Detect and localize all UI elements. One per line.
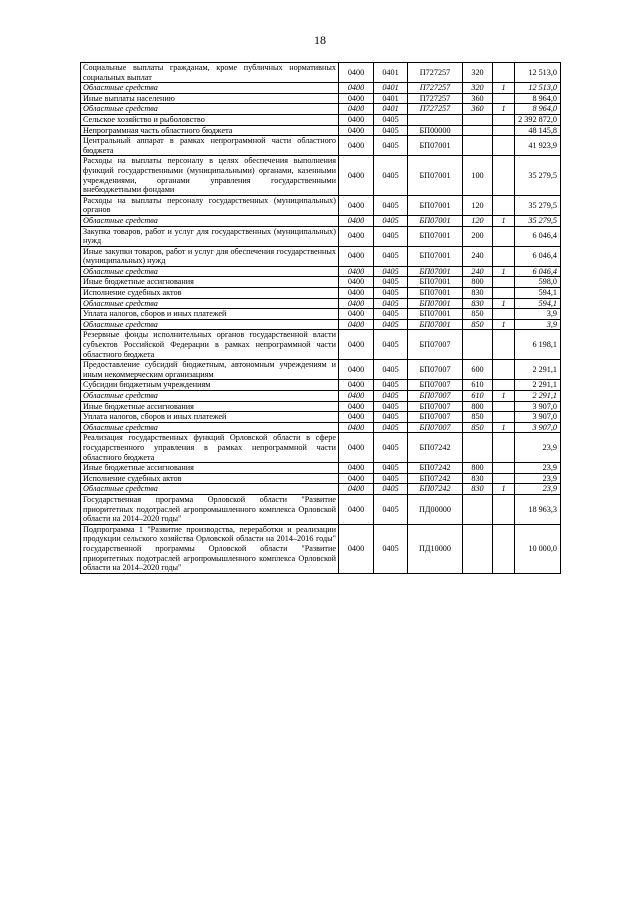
row-name-cell: Исполнение судебных актов	[81, 288, 339, 299]
row-rzpr-cell: 0405	[374, 401, 408, 412]
row-source-cell	[493, 246, 515, 266]
row-rzpr-cell: 0405	[374, 309, 408, 320]
row-rzpr-cell: 0405	[374, 226, 408, 246]
table-row	[81, 319, 561, 330]
table-row	[81, 93, 561, 104]
row-vr-cell: 830	[463, 473, 493, 484]
table-row	[81, 104, 561, 115]
row-rzpr-cell: 0405	[374, 391, 408, 402]
table-row	[81, 391, 561, 402]
row-rzpr-cell: 0405	[374, 422, 408, 433]
row-rzpr-cell: 0405	[374, 330, 408, 360]
row-rzpr-cell: 0401	[374, 63, 408, 83]
row-name-cell: Субсидии бюджетным учреждениям	[81, 380, 339, 391]
row-ved-cell: 0400	[339, 309, 374, 320]
row-sum-cell: 23,9	[515, 473, 561, 484]
row-sum-cell: 41 923,9	[515, 136, 561, 156]
row-csr-cell: БП07242	[408, 433, 463, 463]
row-vr-cell: 360	[463, 93, 493, 104]
row-rzpr-cell: 0405	[374, 473, 408, 484]
row-name-cell: Областные средства	[81, 319, 339, 330]
table-row	[81, 433, 561, 463]
table-row	[81, 114, 561, 125]
row-rzpr-cell: 0401	[374, 93, 408, 104]
row-rzpr-cell: 0405	[374, 156, 408, 195]
row-name-cell: Иные закупки товаров, работ и услуг для обеспечения государственных (муниципальных) нужд	[81, 246, 339, 266]
row-sum-cell: 12 513,0	[515, 83, 561, 94]
row-csr-cell: БП07007	[408, 422, 463, 433]
row-vr-cell: 610	[463, 391, 493, 402]
row-ved-cell: 0400	[339, 422, 374, 433]
row-vr-cell: 320	[463, 83, 493, 94]
table-row	[81, 494, 561, 524]
row-rzpr-cell: 0405	[374, 298, 408, 309]
row-vr-cell: 200	[463, 226, 493, 246]
row-ved-cell: 0400	[339, 463, 374, 474]
row-sum-cell: 594,1	[515, 288, 561, 299]
row-name-cell: Исполнение судебных актов	[81, 473, 339, 484]
row-name-cell: Резервные фонды исполнительных органов государственной власти субъектов Российской Федерации в рамках непрограммной части областного бюджета	[81, 330, 339, 360]
row-vr-cell: 850	[463, 319, 493, 330]
row-rzpr-cell: 0401	[374, 104, 408, 115]
row-ved-cell: 0400	[339, 391, 374, 402]
row-rzpr-cell: 0401	[374, 83, 408, 94]
table-row	[81, 136, 561, 156]
row-csr-cell: П727257	[408, 63, 463, 83]
row-name-cell: Иные выплаты населению	[81, 93, 339, 104]
row-vr-cell: 800	[463, 463, 493, 474]
row-sum-cell: 18 963,3	[515, 494, 561, 524]
table-row	[81, 422, 561, 433]
row-csr-cell: БП07001	[408, 266, 463, 277]
table-row	[81, 473, 561, 484]
table-row	[81, 226, 561, 246]
row-csr-cell: БП07001	[408, 195, 463, 215]
row-sum-cell: 598,0	[515, 277, 561, 288]
row-name-cell: Областные средства	[81, 391, 339, 402]
row-vr-cell: 830	[463, 298, 493, 309]
row-csr-cell: БП07001	[408, 288, 463, 299]
row-sum-cell: 6 046,4	[515, 226, 561, 246]
row-csr-cell: БП07001	[408, 246, 463, 266]
row-rzpr-cell: 0405	[374, 195, 408, 215]
row-rzpr-cell: 0405	[374, 114, 408, 125]
row-vr-cell	[463, 330, 493, 360]
row-rzpr-cell: 0405	[374, 484, 408, 495]
row-rzpr-cell: 0405	[374, 246, 408, 266]
row-vr-cell: 830	[463, 484, 493, 495]
row-rzpr-cell: 0405	[374, 380, 408, 391]
row-ved-cell: 0400	[339, 319, 374, 330]
row-sum-cell: 2 291,1	[515, 380, 561, 391]
row-source-cell	[493, 277, 515, 288]
row-source-cell	[493, 195, 515, 215]
row-csr-cell: БП07001	[408, 215, 463, 226]
row-sum-cell: 3 907,0	[515, 412, 561, 423]
row-name-cell: Государственная программа Орловской области "Развитие приоритетных подотраслей агропромышленного комплекса Орловской области на 2014–2020 годы"	[81, 494, 339, 524]
row-sum-cell: 35 279,5	[515, 215, 561, 226]
row-sum-cell: 48 145,8	[515, 125, 561, 136]
row-sum-cell: 3 907,0	[515, 422, 561, 433]
row-ved-cell: 0400	[339, 226, 374, 246]
table-row	[81, 125, 561, 136]
row-ved-cell: 0400	[339, 380, 374, 391]
row-vr-cell: 360	[463, 104, 493, 115]
row-csr-cell: БП07242	[408, 473, 463, 484]
table-row	[81, 463, 561, 474]
row-name-cell: Центральный аппарат в рамках непрограммной части областного бюджета	[81, 136, 339, 156]
row-csr-cell: ПД10000	[408, 524, 463, 573]
row-source-cell	[493, 494, 515, 524]
row-source-cell	[493, 125, 515, 136]
row-name-cell: Иные бюджетные ассигнования	[81, 463, 339, 474]
row-source-cell	[493, 330, 515, 360]
row-source-cell	[493, 412, 515, 423]
row-ved-cell: 0400	[339, 494, 374, 524]
row-source-cell	[493, 463, 515, 474]
row-ved-cell: 0400	[339, 277, 374, 288]
table-row	[81, 412, 561, 423]
row-source-cell: 1	[493, 215, 515, 226]
row-vr-cell: 600	[463, 360, 493, 380]
row-source-cell	[493, 63, 515, 83]
row-source-cell	[493, 380, 515, 391]
row-rzpr-cell: 0405	[374, 266, 408, 277]
row-ved-cell: 0400	[339, 104, 374, 115]
row-ved-cell: 0400	[339, 330, 374, 360]
row-source-cell	[493, 473, 515, 484]
row-rzpr-cell: 0405	[374, 277, 408, 288]
row-rzpr-cell: 0405	[374, 136, 408, 156]
table-row	[81, 277, 561, 288]
row-source-cell	[493, 288, 515, 299]
row-vr-cell: 240	[463, 266, 493, 277]
table-row	[81, 63, 561, 83]
row-name-cell: Уплата налогов, сборов и иных платежей	[81, 309, 339, 320]
row-name-cell: Предоставление субсидий бюджетным, автономным учреждениям и иным некоммерческим организациям	[81, 360, 339, 380]
row-source-cell	[493, 360, 515, 380]
row-sum-cell: 3 907,0	[515, 401, 561, 412]
row-csr-cell: БП07007	[408, 391, 463, 402]
row-sum-cell: 2 291,1	[515, 391, 561, 402]
row-vr-cell	[463, 136, 493, 156]
row-sum-cell: 6 198,1	[515, 330, 561, 360]
row-sum-cell: 2 392 872,0	[515, 114, 561, 125]
row-name-cell: Областные средства	[81, 104, 339, 115]
row-ved-cell: 0400	[339, 114, 374, 125]
row-sum-cell: 3,9	[515, 309, 561, 320]
row-vr-cell: 320	[463, 63, 493, 83]
row-vr-cell: 120	[463, 195, 493, 215]
row-name-cell: Областные средства	[81, 83, 339, 94]
table-row	[81, 484, 561, 495]
row-csr-cell: П727257	[408, 104, 463, 115]
row-ved-cell: 0400	[339, 156, 374, 195]
row-csr-cell: БП07001	[408, 277, 463, 288]
row-csr-cell	[408, 114, 463, 125]
row-ved-cell: 0400	[339, 136, 374, 156]
table-row	[81, 380, 561, 391]
row-vr-cell: 850	[463, 422, 493, 433]
row-source-cell	[493, 226, 515, 246]
row-ved-cell: 0400	[339, 524, 374, 573]
row-csr-cell: БП07001	[408, 226, 463, 246]
row-sum-cell: 8 964,0	[515, 93, 561, 104]
row-vr-cell	[463, 114, 493, 125]
row-vr-cell	[463, 125, 493, 136]
table-row	[81, 266, 561, 277]
row-source-cell	[493, 156, 515, 195]
row-rzpr-cell: 0405	[374, 494, 408, 524]
row-csr-cell: П727257	[408, 83, 463, 94]
row-ved-cell: 0400	[339, 433, 374, 463]
row-ved-cell: 0400	[339, 288, 374, 299]
row-name-cell: Уплата налогов, сборов и иных платежей	[81, 412, 339, 423]
row-sum-cell: 23,9	[515, 463, 561, 474]
row-csr-cell: ПД00000	[408, 494, 463, 524]
row-rzpr-cell: 0405	[374, 360, 408, 380]
row-name-cell: Областные средства	[81, 484, 339, 495]
row-ved-cell: 0400	[339, 473, 374, 484]
row-rzpr-cell: 0405	[374, 463, 408, 474]
row-ved-cell: 0400	[339, 246, 374, 266]
row-csr-cell: БП07001	[408, 136, 463, 156]
row-sum-cell: 35 279,5	[515, 156, 561, 195]
table-row	[81, 195, 561, 215]
table-row	[81, 156, 561, 195]
row-csr-cell: БП07007	[408, 401, 463, 412]
row-name-cell: Областные средства	[81, 215, 339, 226]
budget-table-body	[81, 63, 561, 574]
row-vr-cell: 240	[463, 246, 493, 266]
row-vr-cell: 800	[463, 277, 493, 288]
row-csr-cell: БП07001	[408, 156, 463, 195]
row-name-cell: Закупка товаров, работ и услуг для государственных (муниципальных) нужд	[81, 226, 339, 246]
row-csr-cell: БП07242	[408, 484, 463, 495]
row-csr-cell: БП00000	[408, 125, 463, 136]
row-rzpr-cell: 0405	[374, 125, 408, 136]
row-rzpr-cell: 0405	[374, 288, 408, 299]
row-rzpr-cell: 0405	[374, 215, 408, 226]
row-sum-cell: 6 046,4	[515, 246, 561, 266]
row-source-cell	[493, 93, 515, 104]
row-source-cell	[493, 136, 515, 156]
row-ved-cell: 0400	[339, 125, 374, 136]
row-name-cell: Областные средства	[81, 422, 339, 433]
row-source-cell	[493, 114, 515, 125]
table-row	[81, 246, 561, 266]
row-name-cell: Сельское хозяйство и рыболовство	[81, 114, 339, 125]
row-ved-cell: 0400	[339, 63, 374, 83]
table-row	[81, 330, 561, 360]
row-csr-cell: БП07007	[408, 412, 463, 423]
row-csr-cell: БП07001	[408, 319, 463, 330]
table-row	[81, 83, 561, 94]
table-row	[81, 524, 561, 573]
row-name-cell: Реализация государственных функций Орловской области в сфере государственного управления в рамках непрограммной части областного бюджета	[81, 433, 339, 463]
row-csr-cell: БП07007	[408, 360, 463, 380]
row-ved-cell: 0400	[339, 266, 374, 277]
row-source-cell: 1	[493, 391, 515, 402]
row-csr-cell: БП07007	[408, 380, 463, 391]
row-vr-cell: 610	[463, 380, 493, 391]
row-sum-cell: 12 513,0	[515, 63, 561, 83]
row-name-cell: Расходы на выплаты персоналу государственных (муниципальных) органов	[81, 195, 339, 215]
table-row	[81, 309, 561, 320]
row-source-cell: 1	[493, 319, 515, 330]
row-name-cell: Непрограммная часть областного бюджета	[81, 125, 339, 136]
table-row	[81, 288, 561, 299]
row-source-cell: 1	[493, 83, 515, 94]
row-name-cell: Расходы на выплаты персоналу в целях обеспечения выполнения функций государственными (муниципальными) органами, казенными учреждениями, органами управления государственными внебюджетными фондами	[81, 156, 339, 195]
row-csr-cell: П727257	[408, 93, 463, 104]
row-ved-cell: 0400	[339, 93, 374, 104]
page-number: 18	[314, 33, 326, 47]
row-vr-cell	[463, 433, 493, 463]
row-sum-cell: 23,9	[515, 433, 561, 463]
row-name-cell: Областные средства	[81, 266, 339, 277]
row-sum-cell: 8 964,0	[515, 104, 561, 115]
row-vr-cell: 120	[463, 215, 493, 226]
row-sum-cell: 10 000,0	[515, 524, 561, 573]
row-vr-cell: 100	[463, 156, 493, 195]
table-row	[81, 215, 561, 226]
row-name-cell: Иные бюджетные ассигнования	[81, 401, 339, 412]
row-name-cell: Иные бюджетные ассигнования	[81, 277, 339, 288]
row-sum-cell: 35 279,5	[515, 195, 561, 215]
row-source-cell	[493, 309, 515, 320]
row-ved-cell: 0400	[339, 412, 374, 423]
row-name-cell: Подпрограмма 1 "Развитие производства, переработки и реализации продукции сельского хозяйства Орловской области на 2014–2016 годы" государственной программы Орловской области "Развитие приоритетных подотраслей агропромышленного комплекса Орловской области на 2014–2020 годы"	[81, 524, 339, 573]
row-ved-cell: 0400	[339, 83, 374, 94]
budget-table	[80, 62, 561, 574]
row-ved-cell: 0400	[339, 484, 374, 495]
row-source-cell: 1	[493, 266, 515, 277]
row-name-cell: Социальные выплаты гражданам, кроме публичных нормативных социальных выплат	[81, 63, 339, 83]
row-source-cell	[493, 401, 515, 412]
row-vr-cell: 850	[463, 412, 493, 423]
row-source-cell: 1	[493, 484, 515, 495]
row-sum-cell: 23,9	[515, 484, 561, 495]
row-rzpr-cell: 0405	[374, 412, 408, 423]
row-rzpr-cell: 0405	[374, 524, 408, 573]
row-csr-cell: БП07007	[408, 330, 463, 360]
row-source-cell: 1	[493, 422, 515, 433]
row-ved-cell: 0400	[339, 401, 374, 412]
row-vr-cell: 850	[463, 309, 493, 320]
row-source-cell: 1	[493, 104, 515, 115]
row-sum-cell: 2 291,1	[515, 360, 561, 380]
table-row	[81, 298, 561, 309]
row-name-cell: Областные средства	[81, 298, 339, 309]
row-ved-cell: 0400	[339, 298, 374, 309]
row-sum-cell: 6 046,4	[515, 266, 561, 277]
table-row	[81, 360, 561, 380]
table-row	[81, 401, 561, 412]
row-rzpr-cell: 0405	[374, 433, 408, 463]
row-vr-cell	[463, 494, 493, 524]
row-vr-cell: 830	[463, 288, 493, 299]
row-vr-cell	[463, 524, 493, 573]
row-csr-cell: БП07001	[408, 298, 463, 309]
row-source-cell	[493, 524, 515, 573]
row-sum-cell: 594,1	[515, 298, 561, 309]
row-rzpr-cell: 0405	[374, 319, 408, 330]
row-csr-cell: БП07242	[408, 463, 463, 474]
row-sum-cell: 3,9	[515, 319, 561, 330]
row-csr-cell: БП07001	[408, 309, 463, 320]
row-ved-cell: 0400	[339, 215, 374, 226]
row-vr-cell: 800	[463, 401, 493, 412]
row-source-cell: 1	[493, 298, 515, 309]
row-ved-cell: 0400	[339, 195, 374, 215]
row-source-cell	[493, 433, 515, 463]
row-ved-cell: 0400	[339, 360, 374, 380]
